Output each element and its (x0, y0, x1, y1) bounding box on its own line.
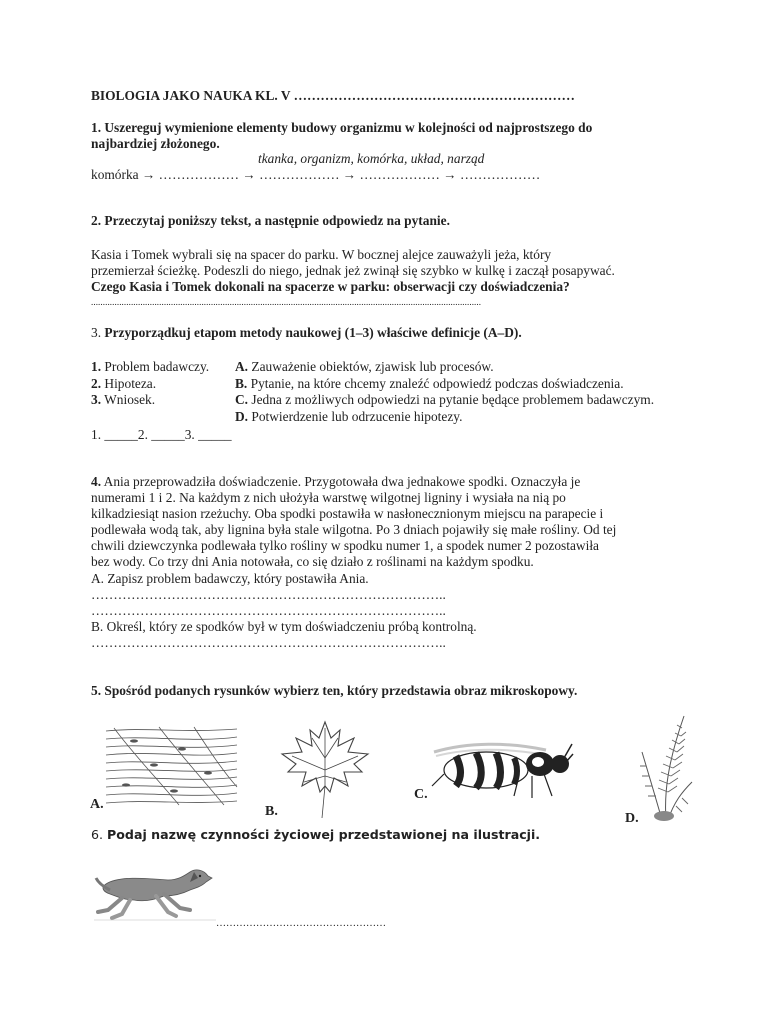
option-label-c: C. (414, 787, 428, 802)
wasp-image (428, 734, 574, 802)
q3-heading: Przyporządkuj etapom metody naukowej (1–3) właściwe definicje (A–D). (104, 325, 522, 340)
q5-heading: 5. Spośród podanych rysunków wybierz ten, który przedstawia obraz mikroskopowy. (91, 683, 578, 698)
q1-terms: tkanka, organizm, komórka, układ, narząd (258, 151, 485, 166)
q4-answer-line-3: …………………………………………………………………….. (91, 635, 446, 650)
q2-answer-line: ...................................................................................................................................................................... (91, 297, 482, 307)
q2-question: Czego Kasia i Tomek dokonali na spacerze w parku: obserwacji czy doświadczenia? (91, 279, 570, 294)
q4-line5: chwili dziewczynka podlewała tylko rośliny w spodku numer 1, a spodek numer 2 pozostawiła (91, 538, 599, 553)
option-label-d: D. (625, 811, 639, 826)
q6-heading: Podaj nazwę czynności życiowej przedstawionej na ilustracji. (107, 827, 541, 842)
worksheet-title: BIOLOGIA JAKO NAUKA KL. V ……………………………………………………… (91, 88, 575, 103)
maple-leaf-image (278, 720, 373, 820)
q6-number: 6. (91, 827, 104, 842)
q3-number: 3. (91, 325, 102, 340)
q2-heading: 2. Przeczytaj poniższy tekst, a następnie odpowiedz na pytanie. (91, 213, 450, 228)
q3-definition-d: D. Potwierdzenie lub odrzucenie hipotezy. (235, 409, 463, 424)
q4-line2: numerami 1 i 2. Na każdym z nich ułożyła warstwę wilgotnej ligniny i wysiała na nią po (91, 490, 566, 505)
microscope-fibers-image (104, 725, 239, 807)
fern-image (638, 712, 696, 824)
q4-answer-line-1: …………………………………………………………………….. (91, 587, 446, 602)
q6-answer-line: …………………………………………… (216, 918, 386, 929)
option-label-b: B. (265, 804, 278, 819)
q3-stage-1: 1. Problem badawczy. (91, 359, 210, 374)
option-label-a: A. (90, 797, 104, 812)
q4-line4: podlewała wodą tak, aby lignina była stale wilgotna. Po 3 dniach pojawiły się małe rośliny. Od tej (91, 522, 617, 537)
q4-line3: kilkadziesiąt nasion rzeżuchy. Oba spodki postawiła w nasłonecznionym miejscu na parapecie i (91, 506, 604, 521)
running-dog-image (94, 866, 216, 922)
q4-part-a: A. Zapisz problem badawczy, który postawiła Ania. (91, 571, 369, 586)
q1-line1: 1. Uszereguj wymienione elementy budowy organizmu w kolejności od najprostszego do (91, 120, 593, 135)
q6-heading-line (91, 827, 540, 843)
q3-definition-c: C. Jedna z możliwych odpowiedzi na pytanie będące problemem badawczym. (235, 392, 655, 407)
q3-stage-2: 2. Hipoteza. (91, 376, 157, 391)
q3-definition-b: B. Pytanie, na które chcemy znaleźć odpowiedź podczas doświadczenia. (235, 376, 624, 391)
q4-answer-line-2: …………………………………………………………………….. (91, 603, 446, 618)
q2-text-line2: przemierzał ścieżkę. Podeszli do niego, jednak jeż zwinął się szybko w kulkę i zaczął posapywać. (91, 263, 615, 278)
q4-part-b: B. Określ, który ze spodków był w tym doświadczeniu próbą kontrolną. (91, 619, 477, 634)
q1-sequence: komórka → ……………… → ……………… → ……………… → ……………… (91, 167, 541, 182)
q3-heading-line (91, 325, 522, 341)
q4-line1: 4. Ania przeprowadziła doświadczenie. Przygotowała dwa jednakowe spodki. Oznaczyła je (91, 474, 581, 489)
q1-line2: najbardziej złożonego. (91, 136, 220, 151)
q3-stage-3: 3. Wniosek. (91, 392, 156, 407)
q3-answer: 1. _____2. _____3. _____ (91, 427, 232, 442)
q2-text-line1: Kasia i Tomek wybrali się na spacer do parku. W bocznej alejce zauważyli jeża, który (91, 247, 552, 262)
q4-line6: bez wody. Co trzy dni Ania notowała, co się działo z roślinami na każdym spodku. (91, 554, 534, 569)
q3-definition-a: A. Zauważenie obiektów, zjawisk lub procesów. (235, 359, 494, 374)
